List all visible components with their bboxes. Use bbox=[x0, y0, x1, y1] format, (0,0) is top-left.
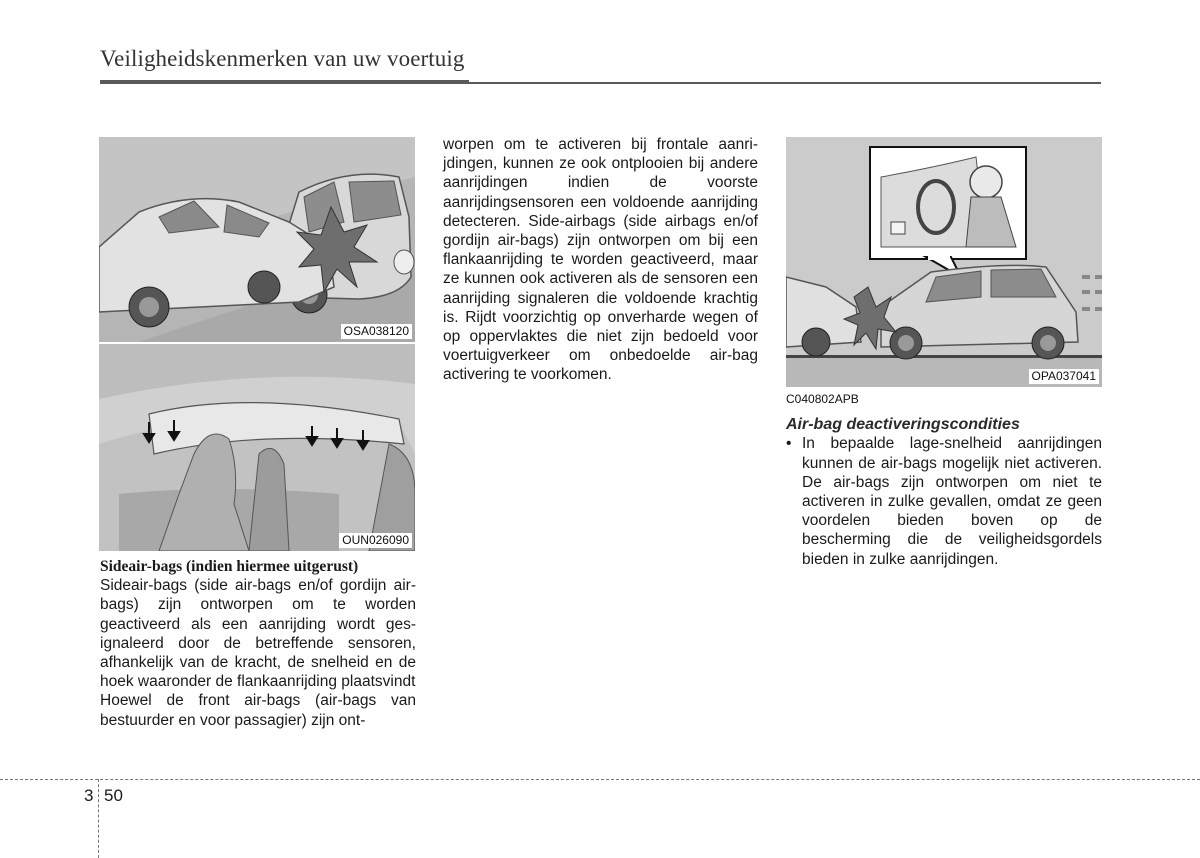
bullet-text: In bepaalde lage-snelheid aanrijdingen kunnen de air-bags mogelijk niet activeren. De air-bags zijn ontworpen om niet te activeren in zulke gevallen, omdat ze geen voordelen bieden boven op de bescherming die de veiligheidsgordels bieden in zulke aanrijdingen. bbox=[802, 435, 1102, 568]
paragraph-side-airbags-1: Sideair-bags (side air-bags en/of gordijn air-bags) zijn ontworpen om te worden geactiveerd als een aanrijding wordt gesignaleerd door de betreffende sensoren, afhankelijk van de kracht, de snelheid en de hoek waaronder de flankaanrijding plaatsvindt bbox=[100, 577, 416, 691]
low-speed-collision-illustration bbox=[786, 137, 1102, 387]
right-column-text bbox=[786, 390, 1102, 569]
middle-column-text bbox=[443, 135, 758, 385]
header-rule-thin bbox=[469, 82, 1101, 84]
chapter-number: 3 bbox=[84, 786, 94, 805]
section-heading-deactivation: Air-bag deactiveringscondities bbox=[786, 416, 1020, 434]
header-rule-thick bbox=[100, 80, 469, 84]
page-number: 50 bbox=[104, 786, 123, 805]
footer-dashed-divider bbox=[98, 779, 99, 858]
figure-side-collision bbox=[99, 137, 415, 342]
figure-code-label: OPA037041 bbox=[1029, 369, 1100, 384]
page-header-title: Veiligheidskenmerken van uw voertuig bbox=[100, 46, 465, 71]
left-column-text bbox=[100, 557, 416, 730]
footer-dashed-line bbox=[0, 779, 1200, 780]
paragraph-side-airbags-2: Hoewel de front air-bags (air-bags van bestuurder en voor passagier) zijn ont- bbox=[100, 692, 416, 729]
figure-curtain-airbags bbox=[99, 344, 415, 551]
section-heading-side-airbags: Sideair-bags (indien hiermee uitgerust) bbox=[100, 558, 359, 575]
side-collision-illustration bbox=[99, 137, 415, 342]
curtain-airbag-illustration bbox=[99, 344, 415, 551]
figure-code-label: OUN026090 bbox=[339, 533, 412, 548]
figure-code-label: OSA038120 bbox=[341, 324, 412, 339]
section-code: C040802APB bbox=[786, 392, 859, 406]
list-item bbox=[786, 434, 1102, 568]
bullet-icon: • bbox=[786, 435, 792, 453]
figure-low-speed-collision bbox=[786, 137, 1102, 387]
paragraph-continued: worpen om te activeren bij frontale aanrijdingen, kunnen ze ook ontplooien bij andere aanrijdingen indien de voorste aanrijdingsensoren een voldoende aanrijding detecteren. Side-airbags (side airbags en/of gordijn air-bags) zijn ontworpen om bij een flankaanrijding te worden geactiveerd, maar ze kunnen ook activeren als de sensoren een aanrijding signaleren die voldoende krachtig is. Rijdt voorzichtig op onverharde wegen of op oppervlaktes die niet zijn bedoeld voor voertuigverkeer om onbedoelde air-bag activering te voorkomen. bbox=[443, 136, 758, 384]
